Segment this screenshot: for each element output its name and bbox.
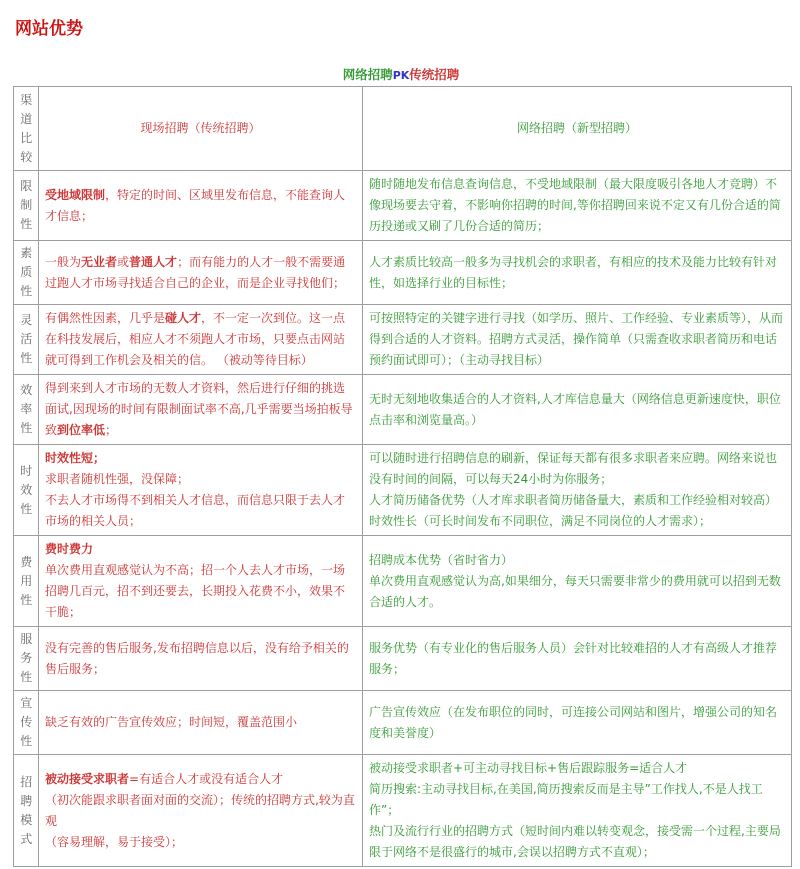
cell-traditional (39, 755, 363, 867)
cell-online (363, 627, 792, 691)
text-line: 缺乏有效的广告宣传效应；时间短，覆盖范围小 (45, 715, 298, 729)
text-line: 受地域限制，特定的时间、区域里发布信息，不能查询人才信息； (45, 187, 346, 223)
row-category-cell (14, 241, 39, 305)
cell-traditional (39, 445, 363, 536)
row-category-cell (14, 627, 39, 691)
text-line: 被动接受求职者=有适合人才或没有适合人才 (45, 771, 284, 786)
table-row (14, 375, 792, 445)
cell-traditional (39, 305, 363, 375)
table-row (14, 445, 792, 536)
text-line: 单次费用直观感觉认为不高；招一个人去人才市场，一场招聘几百元，招不到还要去，长期投入花费不小，效果不干脆； (45, 563, 346, 619)
text-line: 广告宣传效应（在发布职位的同时，可连接公司网站和图片，增强公司的知名度和美誉度） (369, 704, 778, 740)
text-line: 单次费用直观感觉认为高,如果细分，每天只需要非常少的费用就可以招到无数合适的人才。 (369, 573, 781, 609)
cell-online (363, 375, 792, 445)
cell-online (363, 241, 792, 305)
row-category-cell (14, 305, 39, 375)
text-line: 服务优势（有专业化的售后服务人员）会针对比较难招的人才有高级人才推荐服务； (369, 640, 778, 676)
row-category-cell (14, 375, 39, 445)
text-line: 可以随时进行招聘信息的刷新，保证每天都有很多求职者来应聘。网络来说也没有时间的间隔，可以每天24小时为你服务； (369, 451, 778, 486)
text-line: （容易理解，易于接受）； (45, 834, 184, 849)
header-row (14, 87, 792, 171)
text-line: 有偶然性因素，几乎是碰人才，不一定一次到位。这一点在科技发展后，相应人才不须跑人才市场，只要点击网站就可得到工作机会及相关的信。 （被动等待目标） (45, 311, 346, 367)
table-row (14, 536, 792, 627)
text-line: 无时无刻地收集适合的人才资料,人才库信息量大（网络信息更新速度快，职位点击率和浏览量高。） (369, 391, 781, 427)
table-caption (13, 65, 789, 83)
row-category-label: 限制性 (20, 179, 33, 231)
text-line: 不去人才市场得不到相关人才信息，而信息只限于去人才市场的相关人员； (45, 493, 346, 528)
row-category-cell (14, 755, 39, 867)
text-line: 人才素质比较高一般多为寻找机会的求职者，有相应的技术及能力比较有针对性，如选择行业的目标性； (369, 254, 778, 290)
table-row (14, 171, 792, 241)
row-category-label: 宣传性 (20, 696, 33, 748)
row-category-label: 时效性 (20, 463, 33, 516)
text-line: 一般为无业者或普通人才；而有能力的人才一般不需要通过跑人才市场寻找适合自己的企业，而是企业寻找他们； (45, 254, 346, 290)
text-line: 随时随地发布信息查询信息，不受地域限制（最大限度吸引各地人才竞聘）不像现场要去守着，不影响你招聘的时间,等你招聘回来说不定又有几份合适的简历投递或又刷了几份合适的简历； (369, 177, 781, 233)
cell-online (363, 755, 792, 867)
cell-traditional (39, 627, 363, 691)
text-line: 求职者随机性强，没保障； (45, 472, 190, 486)
row-category-label: 素质性 (20, 246, 33, 298)
row-category-label: 效率性 (20, 383, 33, 435)
cell-online (363, 691, 792, 755)
table-row (14, 305, 792, 375)
cell-traditional (39, 171, 363, 241)
row-category-cell (14, 536, 39, 627)
header-traditional-cell: 现场招聘（传统招聘） (39, 87, 363, 171)
cell-traditional (39, 536, 363, 627)
header-online-cell: 网络招聘（新型招聘） (363, 87, 792, 171)
cell-online (363, 171, 792, 241)
cell-online (363, 536, 792, 627)
cell-online (363, 445, 792, 536)
table-row (14, 755, 792, 867)
text-line: 得到来到人才市场的无数人才资料，然后进行仔细的挑选面试,因现场的时间有限制面试率不高,几乎需要当场拍板导致到位率低； (45, 381, 353, 437)
comparison-table (13, 86, 792, 867)
text-line: 可按照特定的关键字进行寻找（如学历、照片、工作经验、专业素质等），从而得到合适的人才资料。招聘方式灵活，操作简单（只需查收求职者简历和电话预约面试即可）；（主动寻找目标） (369, 311, 784, 367)
cell-traditional (39, 241, 363, 305)
cell-traditional (39, 691, 363, 755)
text-line: 被动接受求职者+可主动寻找目标+售后跟踪服务=适合人才 (369, 761, 688, 775)
text-line: 招聘成本优势（省时省力） (369, 552, 514, 567)
text-line: 没有完善的售后服务,发布招聘信息以后，没有给予相关的售后服务； (45, 640, 349, 676)
row-category-label: 费用性 (20, 554, 33, 607)
row-category-label: 服务性 (20, 632, 33, 684)
text-line: 简历搜索:主动寻找目标,在美国,简历搜索反而是主导”工作找人,不是人找工作”； (369, 782, 763, 817)
caption-traditional-part: 传统招聘 (409, 67, 460, 82)
text-line: （初次能跟求职者面对面的交流）；传统的招聘方式,较为直观 (45, 792, 355, 828)
row-category-label: 招聘模式 (20, 774, 33, 846)
header-category-cell (14, 87, 39, 171)
row-category-label: 灵活性 (20, 313, 33, 365)
caption-pk-part: PK (392, 69, 410, 82)
text-line: 人才简历储备优势（人才库求职者简历储备量大，素质和工作经验相对较高）时效性长（可长时间发布不同职位，满足不同岗位的人才需求）； (369, 493, 778, 528)
cell-online (363, 305, 792, 375)
caption-online-part: 网络招聘 (342, 67, 393, 82)
page-title: 网站优势 (15, 19, 83, 39)
text-line: 费时费力 (45, 542, 94, 556)
header-category-label: 渠道比较 (20, 92, 33, 164)
text-line: 时效性短； (45, 451, 106, 465)
cell-traditional (39, 375, 363, 445)
table-row (14, 241, 792, 305)
row-category-cell (14, 445, 39, 536)
comparison-table-body (14, 87, 792, 867)
text-line: 热门及流行行业的招聘方式（短时间内难以转变观念，接受需一个过程,主要局限于网络不是很盛行的城市,会误以招聘方式不直观）； (369, 824, 781, 859)
table-row (14, 627, 792, 691)
row-category-cell (14, 171, 39, 241)
table-row (14, 691, 792, 755)
row-category-cell (14, 691, 39, 755)
